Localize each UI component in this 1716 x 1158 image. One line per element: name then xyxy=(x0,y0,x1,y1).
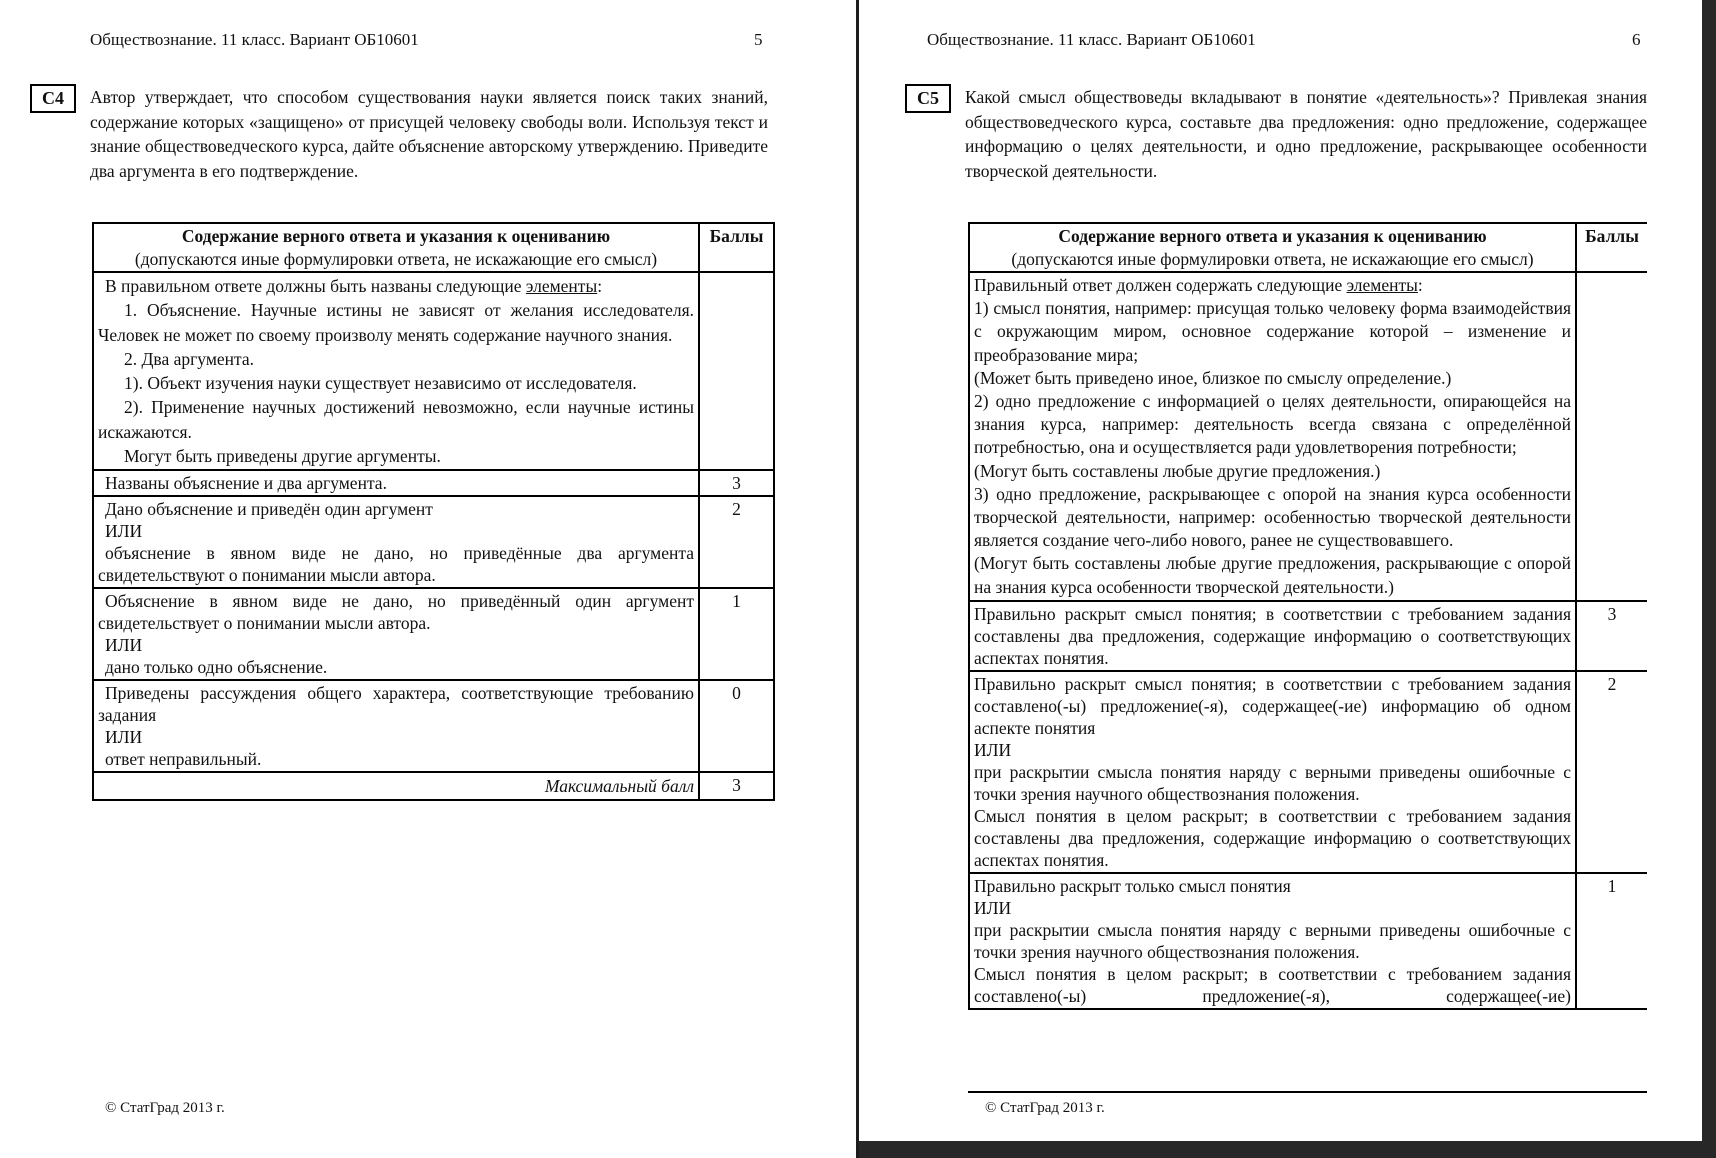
answer-paragraph: (Может быть приведено иное, близкое по смыслу определение.) xyxy=(974,367,1452,388)
criteria-cell xyxy=(969,873,1576,1009)
score-cell: 2 xyxy=(1576,671,1647,873)
or-separator: ИЛИ xyxy=(105,521,143,542)
criteria-paragraph: ответ неправильный. xyxy=(105,749,262,770)
answer-intro xyxy=(98,274,694,298)
score-cell: 3 xyxy=(699,772,774,800)
scan-edge-right xyxy=(1702,0,1716,1158)
answer-table-wrap xyxy=(968,222,1647,1093)
answer-paragraph: 1). Объект изучения науки существует независимо от исследователя. xyxy=(124,373,637,394)
task-label-box xyxy=(30,84,76,113)
table-header-row xyxy=(969,223,1647,272)
scoring-row xyxy=(93,680,774,772)
task-text: Автор утверждает, что способом существования науки является поиск таких знаний, содержание которых «защищено» от присущей человеку свободы воли. Используя текст и знание обществоведческого курса, дайте объяснение авторскому утверждению. Приведите два аргумента в его подтверждение. xyxy=(90,87,768,181)
page-number: 6 xyxy=(1632,30,1641,49)
page-divider xyxy=(856,0,859,1158)
scan-edge-bottom xyxy=(859,1141,1716,1158)
page-number: 5 xyxy=(754,30,763,49)
answer-intro-colon: : xyxy=(1417,275,1423,295)
answer-intro-colon: : xyxy=(597,276,603,296)
page-footer: © СтатГрад 2013 г. xyxy=(105,1100,225,1116)
criteria-cell xyxy=(93,470,699,496)
answer-content-row xyxy=(969,272,1647,601)
max-score-row xyxy=(93,772,774,800)
page-header: Обществознание. 11 класс. Вариант ОБ10601 xyxy=(90,30,419,49)
criteria-cell xyxy=(969,671,1576,873)
criteria-paragraph: Названы объяснение и два аргумента. xyxy=(105,473,387,494)
answer-intro-text: Правильный ответ должен содержать следующие xyxy=(974,275,1347,295)
criteria-header-title: Содержание верного ответа и указания к оцениванию xyxy=(1058,226,1487,246)
criteria-cell xyxy=(93,496,699,588)
score-cell: 3 xyxy=(1576,601,1647,671)
task-label: С5 xyxy=(917,88,939,108)
underlined-word: элементы xyxy=(1346,275,1418,295)
answer-paragraph: 2) одно предложение с информацией о целях деятельности, опирающейся на знания курса, например: деятельность всегда связана с определённой потребностью, она и осуществляется ради удовлетворения потребности; xyxy=(974,391,1571,458)
criteria-paragraph: Правильно раскрыт смысл понятия; в соответствии с требованием задания составлены два предложения, содержащие информацию о соответствующих аспектах понятия. xyxy=(974,603,1571,668)
task-text: Какой смысл обществоведы вкладывают в понятие «деятельность»? Привлекая знания обществоведческого курса, составьте два предложения: одно предложение, содержащее информацию о целях деятельности, и одно предложение, раскрывающее особенности творческой деятельности. xyxy=(965,87,1647,181)
answer-paragraph: 2. Два аргумента. xyxy=(124,348,255,369)
criteria-paragraph: Дано объяснение и приведён один аргумент xyxy=(105,499,433,520)
scoring-row xyxy=(93,588,774,680)
answer-table xyxy=(968,222,1647,1010)
score-cell: 3 xyxy=(699,470,774,496)
max-score-label: Максимальный балл xyxy=(93,772,699,800)
criteria-paragraph-cutoff: Смысл понятия в целом раскрыт; в соответствии с требованием задания составлено(-ы) предложение(-я), содержащее(-ие) xyxy=(974,963,1571,1006)
answer-intro xyxy=(974,274,1571,297)
scoring-row xyxy=(969,671,1647,873)
task-label: С4 xyxy=(42,88,64,108)
or-separator: ИЛИ xyxy=(974,739,1012,760)
scoring-row xyxy=(93,470,774,496)
score-header-cell: Баллы xyxy=(699,223,774,272)
criteria-header-title: Содержание верного ответа и указания к оцениванию xyxy=(181,226,611,246)
or-separator: ИЛИ xyxy=(974,897,1012,918)
or-separator: ИЛИ xyxy=(105,727,143,748)
answer-intro-text: В правильном ответе должны быть названы следующие xyxy=(105,276,526,296)
right-page xyxy=(861,0,1702,1158)
criteria-paragraph: Правильно раскрыт смысл понятия; в соответствии с требованием задания составлено(-ы) предложение(-я), содержащее(-ие) информацию об одном аспекте понятия xyxy=(974,673,1571,738)
score-cell: 2 xyxy=(699,496,774,588)
scoring-row xyxy=(969,601,1647,671)
answer-paragraph: 1. Объяснение. Научные истины не зависят от желания исследователя. Человек не может по своему произволу менять содержание научного знания. xyxy=(98,300,694,345)
criteria-header-note: (допускаются иные формулировки ответа, не искажающие его смысл) xyxy=(134,248,658,269)
criteria-cell xyxy=(93,680,699,772)
criteria-paragraph: дано только одно объяснение. xyxy=(105,657,328,678)
answer-paragraph: Могут быть приведены другие аргументы. xyxy=(124,446,441,467)
score-header-cell: Баллы xyxy=(1576,223,1647,272)
score-cell xyxy=(699,272,774,470)
scoring-row xyxy=(93,496,774,588)
criteria-paragraph: объяснение в явном виде не дано, но приведённые два аргумента свидетельствуют о понимании мысли автора. xyxy=(98,543,694,586)
criteria-header-note: (допускаются иные формулировки ответа, не искажающие его смысл) xyxy=(1011,248,1534,269)
left-page xyxy=(0,0,856,1158)
criteria-cell xyxy=(969,601,1576,671)
score-cell xyxy=(1576,272,1647,601)
answer-content-cell xyxy=(969,272,1576,601)
answer-paragraph: (Могут быть составлены любые другие предложения.) xyxy=(974,460,1381,481)
page-footer: © СтатГрад 2013 г. xyxy=(985,1100,1105,1116)
answer-paragraph: 3) одно предложение, раскрывающее с опорой на знания курса особенности творческой деятельности, например: особенностью творческой деятельности является создание чего-либо нового, ранее не существовавшего. xyxy=(974,483,1571,551)
scoring-row xyxy=(969,873,1647,1009)
criteria-paragraph: Правильно раскрыт только смысл понятия xyxy=(974,875,1291,896)
underlined-word: элементы xyxy=(525,276,598,296)
score-cell: 1 xyxy=(1576,873,1647,1009)
criteria-paragraph: Приведены рассуждения общего характера, соответствующие требованию задания xyxy=(98,683,694,726)
answer-paragraph: 2). Применение научных достижений невозможно, если научные истины искажаются. xyxy=(98,397,694,442)
score-cell: 1 xyxy=(699,588,774,680)
criteria-header-cell xyxy=(93,223,699,272)
answer-table xyxy=(92,222,775,801)
criteria-paragraph: при раскрытии смысла понятия наряду с верными приведены ошибочные с точки зрения научного обществознания положения. xyxy=(974,761,1571,804)
task-label-box xyxy=(905,84,951,113)
criteria-cell xyxy=(93,588,699,680)
answer-content-cell xyxy=(93,272,699,470)
answer-paragraph: 1) смысл понятия, например: присущая только человеку форма взаимодействия с окружающим миром, основное содержание которой – изменение и преобразование мира; xyxy=(974,298,1571,365)
page-header: Обществознание. 11 класс. Вариант ОБ10601 xyxy=(927,30,1256,49)
criteria-paragraph: при раскрытии смысла понятия наряду с верными приведены ошибочные с точки зрения научного обществознания положения. xyxy=(974,919,1571,962)
table-header-row xyxy=(93,223,774,272)
answer-paragraph: (Могут быть составлены любые другие предложения, раскрывающие с опорой на знания курса особенности творческой деятельности.) xyxy=(974,553,1571,597)
criteria-paragraph: Объяснение в явном виде не дано, но приведённый один аргумент свидетельствует о понимании мысли автора. xyxy=(98,591,694,634)
answer-content-row xyxy=(93,272,774,470)
or-separator: ИЛИ xyxy=(105,635,143,656)
criteria-paragraph: Смысл понятия в целом раскрыт; в соответствии с требованием задания составлены два предложения, содержащие информацию о соответствующих аспектах понятия. xyxy=(974,805,1571,870)
criteria-header-cell xyxy=(969,223,1576,272)
score-cell: 0 xyxy=(699,680,774,772)
